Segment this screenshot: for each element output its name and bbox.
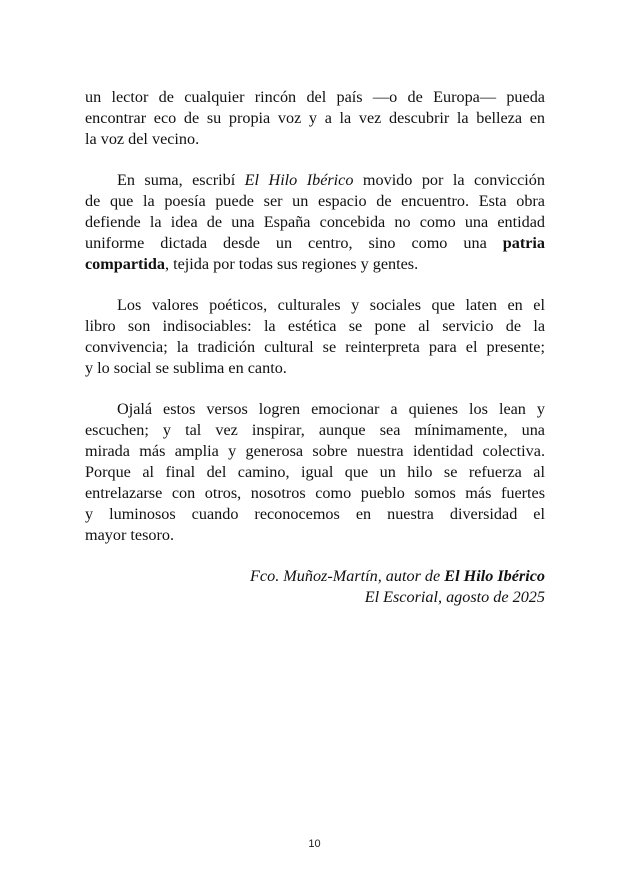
text-run: de que la poesía puede ser un espacio de encuentro. Esta obra — [85, 192, 545, 210]
text-line — [85, 587, 545, 608]
text-run: libro son indisociables: la estética se pone al servicio de la — [85, 317, 545, 335]
text-line — [85, 358, 545, 379]
text-run: entrelazarse con otros, nosotros como pueblo somos más fuertes — [85, 484, 545, 502]
italic-text: El Hilo Ibérico — [244, 171, 354, 189]
text-run: la voz del vecino. — [85, 130, 200, 148]
paragraph — [85, 295, 545, 379]
text-run: encontrar eco de su propia voz y a la vez descubrir la belleza en — [85, 109, 545, 127]
body-text — [85, 87, 545, 546]
text-line — [85, 191, 545, 212]
text-line — [85, 441, 545, 462]
text-line — [85, 316, 545, 337]
text-line — [85, 462, 545, 483]
text-line — [85, 566, 545, 587]
document-page — [85, 87, 545, 608]
text-line — [85, 170, 545, 191]
text-run: El Escorial, agosto de 2025 — [364, 588, 545, 606]
text-run: , tejida por todas sus regiones y gentes. — [165, 255, 419, 273]
text-run: convivencia; la tradición cultural se reinterpreta para el presente; — [85, 338, 545, 356]
text-line — [85, 295, 545, 316]
paragraph — [85, 87, 545, 150]
text-run: movido por la convicción — [353, 171, 545, 189]
text-run: mirada más amplia y generosa sobre nuestra identidad colectiva. — [85, 442, 545, 460]
text-run: un lector de cualquier rincón del país —o de Europa— pueda — [85, 88, 545, 106]
bold-text: compartida — [85, 255, 166, 273]
text-run: escuchen; y tal vez inspirar, aunque sea mínimamente, una — [85, 421, 545, 439]
text-line — [85, 504, 545, 525]
text-run: Fco. Muñoz-Martín, autor de — [250, 567, 445, 585]
text-line — [85, 420, 545, 441]
text-line — [85, 337, 545, 358]
text-run: mayor tesoro. — [85, 526, 175, 544]
text-line — [85, 129, 545, 150]
text-line — [85, 483, 545, 504]
bold-text: El Hilo Ibérico — [444, 567, 545, 585]
text-line — [85, 525, 545, 546]
text-run: uniforme dictada desde un centro, sino como una — [85, 234, 503, 252]
text-line — [85, 399, 545, 420]
paragraph — [85, 170, 545, 275]
text-run: En suma, escribí — [117, 171, 245, 189]
text-line — [85, 233, 545, 254]
text-run: y lo social se sublima en canto. — [85, 359, 287, 377]
text-line — [85, 254, 545, 275]
paragraph — [85, 399, 545, 546]
text-line — [85, 87, 545, 108]
text-line — [85, 212, 545, 233]
text-run: Ojalá estos versos logren emocionar a quienes los lean y — [117, 400, 545, 418]
text-run: y luminosos cuando reconocemos en nuestra diversidad el — [85, 505, 545, 523]
page-number: 10 — [308, 838, 321, 850]
text-run: Porque al final del camino, igual que un hilo se refuerza al — [85, 463, 545, 481]
text-run: defiende la idea de una España concebida no como una entidad — [85, 213, 545, 231]
bold-text: patria — [502, 234, 545, 252]
text-line — [85, 108, 545, 129]
text-run: Los valores poéticos, culturales y sociales que laten en el — [117, 296, 545, 314]
signature — [85, 566, 545, 608]
